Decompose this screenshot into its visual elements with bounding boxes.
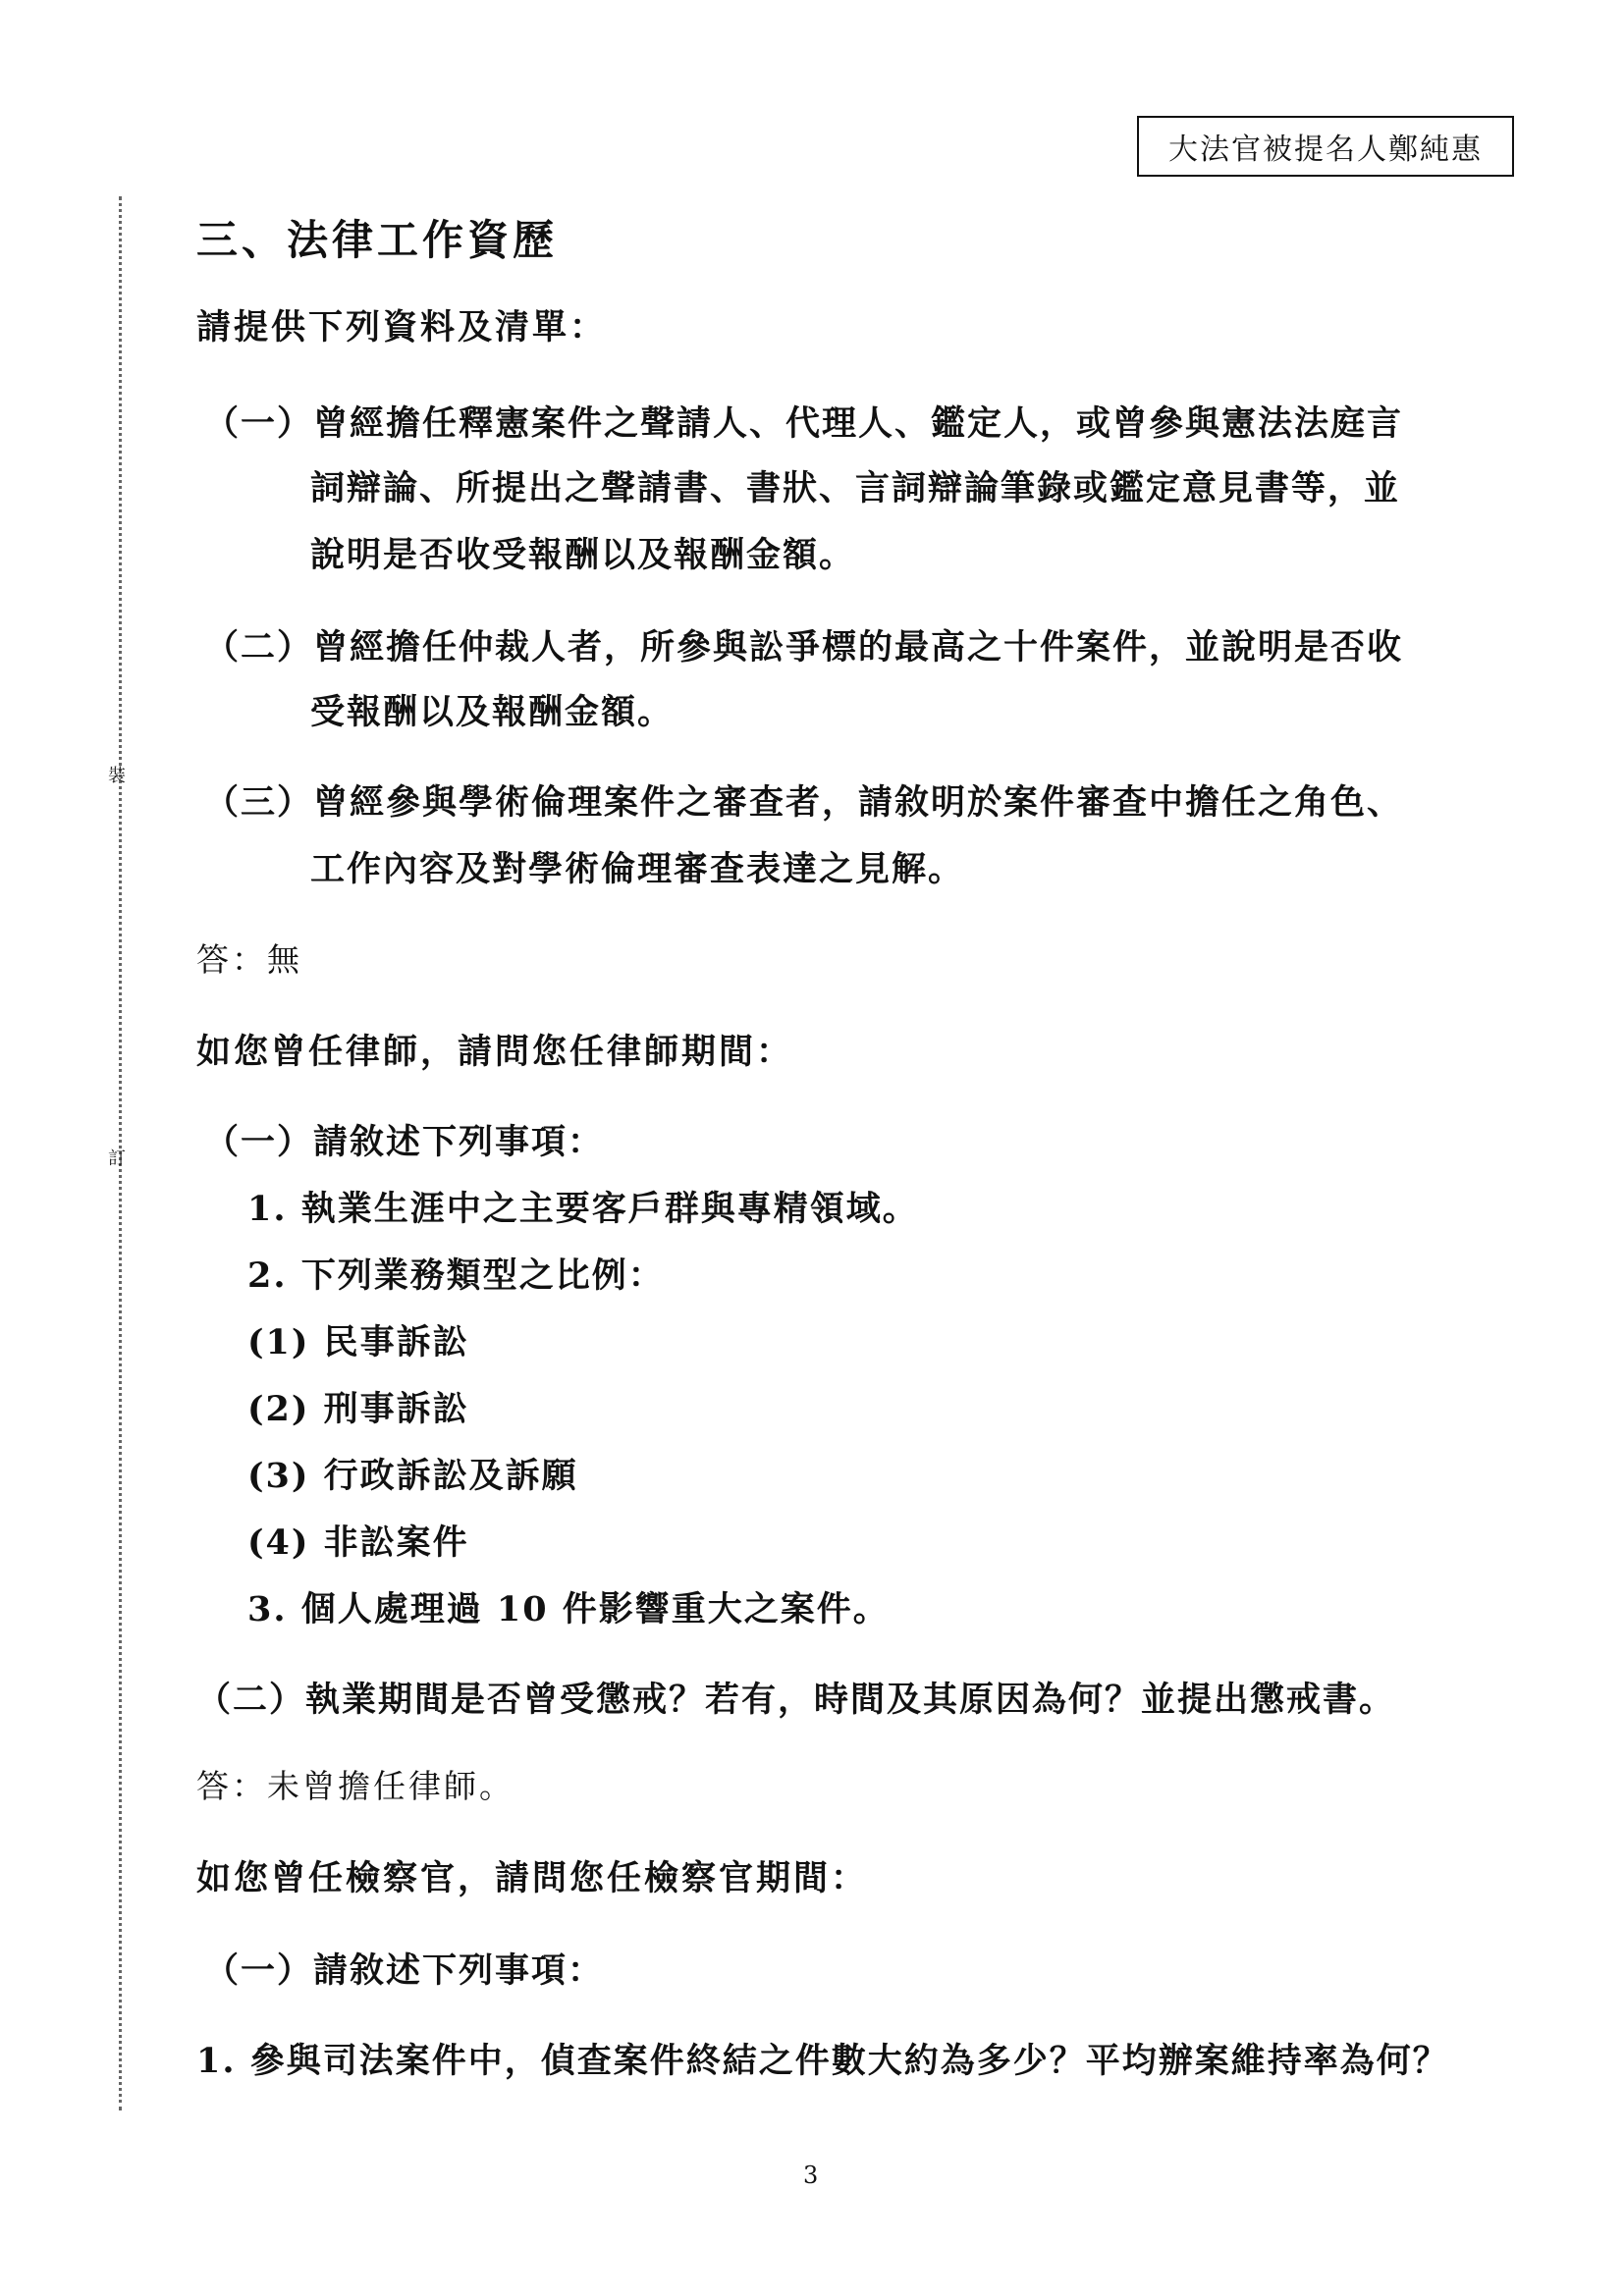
lawyer-type-2: (2) 刑事訴訟 [247, 1389, 469, 1429]
item2-line2: 受報酬以及報酬金額。 [310, 692, 675, 732]
binding-mark-ding: 訂 [105, 1148, 126, 1166]
lawyer-sub1: （一）請敘述下列事項： [204, 1122, 605, 1162]
prosecutor-sub1: （一）請敘述下列事項： [204, 1950, 605, 1991]
page-number: 3 [803, 2162, 819, 2189]
item3-line1: （三）曾經參與學術倫理案件之審查者，請敘明於案件審查中擔任之角色、 [204, 782, 1404, 823]
lawyer-point1: 1. 執業生涯中之主要客戶群與專精領域。 [247, 1189, 919, 1229]
prosecutor-lead: 如您曾任檢察官，請問您任檢察官期間： [196, 1858, 869, 1898]
answer-none: 答：無 [196, 940, 302, 979]
item3-line2: 工作內容及對學術倫理審查表達之見解。 [310, 849, 965, 889]
lawyer-lead: 如您曾任律師，請問您任律師期間： [196, 1032, 794, 1072]
section-title: 三、法律工作資歷 [196, 216, 559, 264]
item2-line1: （二）曾經擔任仲裁人者，所參與訟爭標的最高之十件案件，並說明是否收 [204, 627, 1404, 667]
item1-line3: 說明是否收受報酬以及報酬金額。 [310, 535, 856, 575]
lawyer-answer: 答：未曾擔任律師。 [196, 1767, 514, 1805]
binding-mark-zhuang: 裝 [105, 766, 126, 783]
lawyer-type-1: (1) 民事訴訟 [247, 1322, 469, 1362]
prosecutor-point1: 1. 參與司法案件中，偵查案件終結之件數大約為多少？平均辦案維持率為何？ [196, 2041, 1449, 2081]
lawyer-type-3: (3) 行政訴訟及訴願 [247, 1456, 578, 1496]
item1-line2: 詞辯論、所提出之聲請書、書狀、言詞辯論筆錄或鑑定意見書等，並 [310, 468, 1401, 508]
lawyer-point3: 3. 個人處理過 10 件影響重大之案件。 [247, 1589, 890, 1629]
lawyer-sub2: （二）執業期間是否曾受懲戒？若有，時間及其原因為何？並提出懲戒書。 [196, 1680, 1396, 1720]
intro-text: 請提供下列資料及清單： [196, 307, 608, 347]
nominee-header-box [1137, 116, 1514, 177]
lawyer-point2: 2. 下列業務類型之比例： [247, 1255, 665, 1296]
lawyer-type-4: (4) 非訟案件 [247, 1522, 469, 1563]
nominee-label: 大法官被提名人鄭純惠 [1168, 133, 1483, 167]
item1-line1: （一）曾經擔任釋憲案件之聲請人、代理人、鑑定人，或曾參與憲法法庭言 [204, 403, 1404, 444]
